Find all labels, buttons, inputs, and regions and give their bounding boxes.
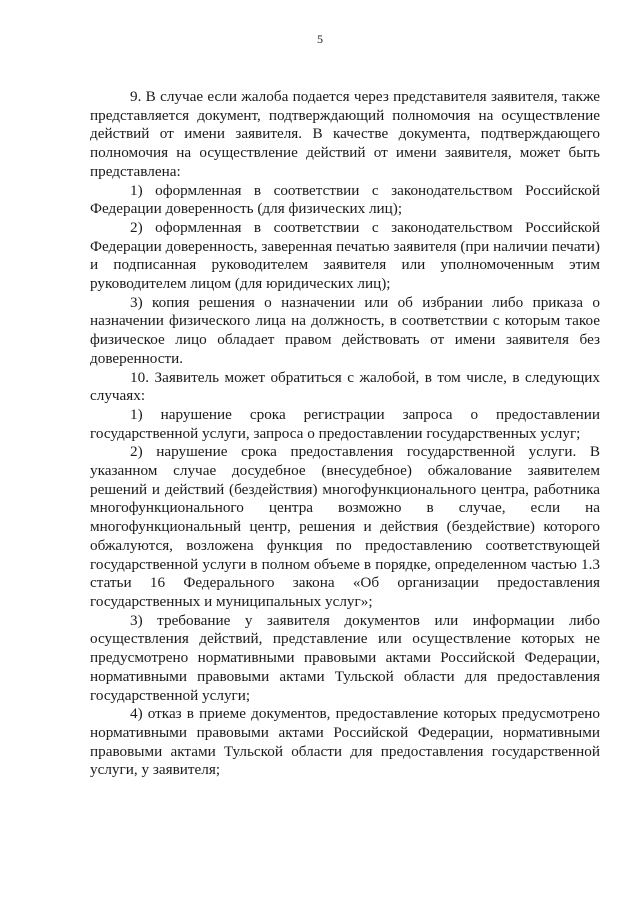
paragraph-9-item-2: 2) оформленная в соответствии с законодательством Российской Федерации доверенность, заверенная печатью заявителя (при наличии печати) и подписанная руководителем заявителя или уполномоченным этим руководителем лицом (для юридических лиц); [90, 218, 600, 293]
paragraph-10-item-3: 3) требование у заявителя документов или информации либо осуществления действий, представление или осуществление которых не предусмотрено нормативными правовыми актами Российской Федерации, нормативными правовыми актами Тульской области для предоставления государственной услуги; [90, 611, 600, 704]
page-number: 5 [317, 32, 323, 46]
paragraph-10-item-2: 2) нарушение срока предоставления государственной услуги. В указанном случае досудебное (внесудебное) обжалование заявителем решений и действий (бездействия) многофункционального центра, работника многофункционального центра возможно в случае, если на многофункциональный центр, решения и действия (бездействие) которого обжалуются, возложена функция по предоставлению соответствующей государственной услуги в полном объеме в порядке, определенном частью 1.3 статьи 16 Федерального закона «Об организации предоставления государственных и муниципальных услуг»; [90, 443, 600, 610]
paragraph-10-item-4: 4) отказ в приеме документов, предоставление которых предусмотрено нормативными правовыми актами Российской Федерации, нормативными правовыми актами Тульской области для предоставления государственной услуги, у заявителя; [90, 705, 600, 779]
paragraph-9-item-1: 1) оформленная в соответствии с законодательством Российской Федерации доверенность (для физических лиц); [90, 181, 600, 218]
paragraph-9-item-3: 3) копия решения о назначении или об избрании либо приказа о назначении физического лица на должность, в соответствии с которым такое физическое лицо обладает правом действовать от имени заявителя без доверенности. [90, 293, 600, 367]
paragraph-10-item-1: 1) нарушение срока регистрации запроса о предоставлении государственной услуги, запроса о предоставлении государственных услуг; [90, 405, 600, 442]
paragraph-9: 9. В случае если жалоба подается через представителя заявителя, также представляется документ, подтверждающий полномочия на осуществление действий от имени заявителя. В качестве документа, подтверждающего полномочия на осуществление действий от имени заявителя, может быть представлена: [90, 88, 600, 180]
document-body [90, 88, 600, 780]
paragraph-10: 10. Заявитель может обратиться с жалобой, в том числе, в следующих случаях: [90, 368, 600, 405]
